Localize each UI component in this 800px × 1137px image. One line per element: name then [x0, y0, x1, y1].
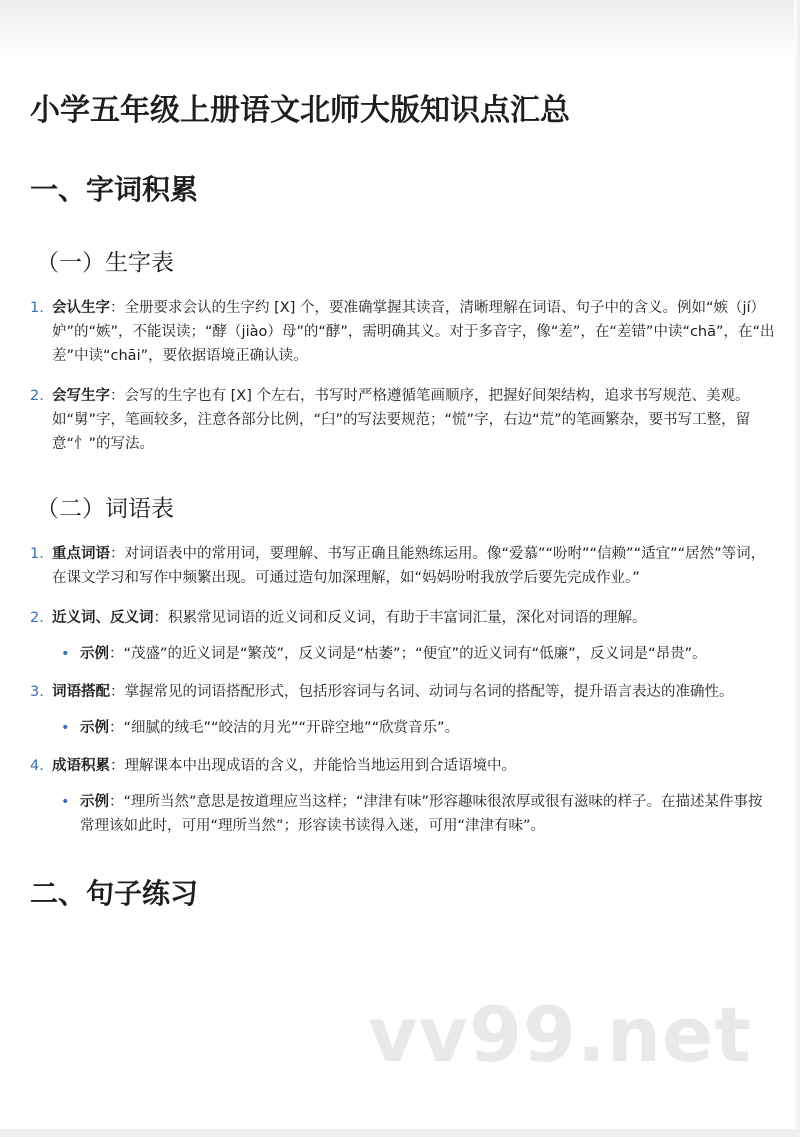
item-text: ：理解课本中出现成语的含义，并能恰当地运用到合适语境中。 [110, 758, 516, 774]
item-term: 重点词语 [52, 546, 110, 562]
example-text: ：“茂盛”的近义词是“繁茂”，反义词是“枯萎”；“便宜”的近义词有“低廉”，反义词是“昂贵”。 [109, 646, 707, 662]
item-term: 词语搭配 [52, 684, 110, 700]
bottom-edge [0, 1129, 800, 1137]
item-term: 会写生字 [52, 388, 110, 404]
section-heading-1: 一、字词积累 [30, 173, 199, 206]
example-term: 示例 [80, 646, 109, 662]
list-item [30, 384, 775, 456]
item-term: 会认生字 [52, 300, 110, 316]
example-text: ：“理所当然”意思是按道理应当这样；“津津有味”形容趣味很浓厚或很有滋味的样子。在描述某件事按常理该如此时，可用“理所当然”；形容读书读得入迷，可用“津津有味”。 [80, 794, 763, 834]
list-item [30, 680, 775, 704]
example-text: ：“细腻的绒毛”“皎洁的月光”“开辟空地”“欣赏音乐”。 [109, 720, 460, 736]
watermark: vv99.net [368, 990, 752, 1079]
subsection-heading-2: （二）词语表 [36, 496, 174, 522]
item-text: ：对词语表中的常用词，要理解、书写正确且能熟练运用。像“爱慕”“吩咐”“信赖”“适宜”“居然”等词，在课文学习和写作中频繁出现。可通过造句加深理解，如“妈妈吩咐我放学后要先完成作业。” [52, 546, 766, 586]
example-bullet [30, 716, 775, 740]
item-text: ：积累常见词语的近义词和反义词，有助于丰富词汇量，深化对词语的理解。 [153, 610, 647, 626]
section-heading-2: 二、句子练习 [30, 877, 199, 910]
example-bullet [30, 642, 775, 666]
example-term: 示例 [80, 794, 109, 810]
item-text: ：全册要求会认的生字约 [X] 个，要准确掌握其读音，清晰理解在词语、句子中的含义。例如“嫉（jí）妒”的“嫉”，不能误读；“酵（jiào）母”的“酵”，需明确其义。对于多音字，像“差”，在“差错”中读“chā”，在“出差”中读“chāi”，要依据语境正确认读。 [52, 300, 775, 364]
subsection-heading-1: （一）生字表 [36, 250, 174, 276]
item-text: ：会写的生字也有 [X] 个左右，书写时严格遵循笔画顺序，把握好间架结构，追求书写规范、美观。如“舅”字，笔画较多，注意各部分比例，“臼”的写法要规范；“慌”字，右边“荒”的笔画繁杂，要书写工整，留意“忄”的写法。 [52, 388, 751, 452]
item-text: ：掌握常见的词语搭配形式，包括形容词与名词、动词与名词的搭配等，提升语言表达的准确性。 [110, 684, 734, 700]
bullet-dot-icon: • [61, 720, 70, 736]
item-term: 近义词、反义词 [52, 610, 154, 626]
document-page [30, 88, 775, 914]
bullet-dot-icon: • [61, 646, 70, 662]
bullet-dot-icon: • [61, 794, 70, 810]
page-edge-shadow [794, 0, 800, 1137]
list-number: 1. [30, 546, 44, 562]
example-term: 示例 [80, 720, 109, 736]
top-bar [0, 0, 800, 58]
example-bullet [30, 790, 775, 838]
list-item [30, 542, 775, 590]
list-item [30, 754, 775, 778]
list-number: 2. [30, 610, 44, 626]
list-number: 2. [30, 388, 44, 404]
list-number: 1. [30, 300, 44, 316]
list-item [30, 296, 775, 368]
list-item [30, 606, 775, 630]
list-number: 4. [30, 758, 44, 774]
page-title: 小学五年级上册语文北师大版知识点汇总 [30, 93, 570, 128]
item-term: 成语积累 [52, 758, 110, 774]
list-number: 3. [30, 684, 44, 700]
